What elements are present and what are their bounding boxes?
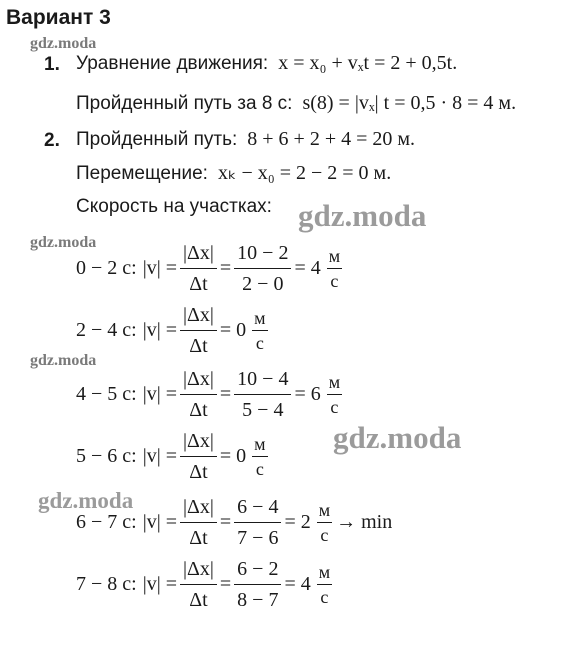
unit-numerator: м: [327, 245, 342, 269]
delta-fraction: [180, 494, 217, 551]
delta-numerator: |Δx|: [180, 556, 217, 585]
unit-denominator: с: [330, 396, 339, 417]
delta-denominator: Δt: [189, 272, 208, 295]
unit-numerator: м: [317, 561, 332, 585]
watermark: gdz.moda: [38, 488, 134, 513]
watermark: gdz.moda: [30, 35, 97, 52]
calc-denominator: 8 − 7: [237, 588, 279, 611]
item1-line2-label: Пройденный путь за 8 с:: [76, 93, 293, 114]
item1-line1: [76, 52, 457, 75]
unit-fraction: [252, 307, 267, 354]
unit-denominator: с: [320, 524, 329, 545]
item2-line2: [76, 160, 391, 185]
velocity-row: [76, 552, 336, 616]
unit-fraction: [317, 499, 332, 546]
calc-denominator: 7 − 6: [237, 526, 279, 549]
calc-fraction: [234, 556, 281, 613]
unit-denominator: с: [320, 586, 329, 607]
calc-denominator: 5 − 4: [242, 398, 284, 421]
item2-line2-label: Перемещение:: [76, 163, 208, 184]
delta-denominator: Δt: [189, 526, 208, 549]
unit-numerator: м: [327, 371, 342, 395]
unit-numerator: м: [252, 433, 267, 457]
unit-fraction: [317, 561, 332, 608]
delta-denominator: Δt: [189, 334, 208, 357]
calc-numerator: 6 − 2: [234, 556, 281, 585]
item2-line1: [76, 128, 415, 151]
speed-symbol: |v| =: [142, 382, 178, 405]
delta-fraction: [180, 428, 217, 485]
delta-fraction: [180, 556, 217, 613]
velocity-row: [76, 424, 272, 488]
unit-denominator: с: [255, 332, 264, 353]
interval-label: 6 − 7 с:: [76, 510, 137, 533]
interval-label: 2 − 4 с:: [76, 318, 137, 341]
delta-fraction: [180, 240, 217, 297]
calc-numerator: 10 − 2: [234, 240, 291, 269]
item1-line1-formula: x = x₀ + vₓt = 2 + 0,5t.: [278, 52, 458, 74]
equals-sign: =: [219, 256, 232, 279]
unit-fraction: [327, 245, 342, 292]
calc-fraction: [234, 366, 291, 423]
unit-fraction: [327, 371, 342, 418]
velocity-row: [76, 362, 346, 426]
equals-sign: =: [219, 382, 232, 405]
min-note: → min: [336, 510, 393, 533]
watermark: gdz.moda: [30, 352, 97, 369]
result-value: = 4: [284, 572, 311, 595]
result-value: = 6: [294, 382, 321, 405]
speed-symbol: |v| =: [142, 256, 178, 279]
unit-fraction: [252, 433, 267, 480]
item-number: 1.: [44, 54, 60, 75]
unit-numerator: м: [252, 307, 267, 331]
item1-line1-label: Уравнение движения:: [76, 53, 269, 74]
delta-fraction: [180, 302, 217, 359]
interval-label: 7 − 8 с:: [76, 572, 137, 595]
item2-line2-formula: xₖ − x₀ = 2 − 2 = 0 м.: [217, 162, 392, 184]
watermark: gdz.moda: [333, 420, 462, 455]
equals-sign: =: [219, 572, 232, 595]
equals-sign: =: [219, 510, 232, 533]
velocity-row: [76, 298, 272, 362]
page-title: Вариант 3: [6, 6, 111, 29]
delta-denominator: Δt: [189, 398, 208, 421]
result-value: = 2: [284, 510, 311, 533]
velocity-row: [76, 236, 346, 300]
item2-line1-label: Пройденный путь:: [76, 129, 238, 150]
velocity-row: [76, 490, 392, 554]
speed-symbol: |v| =: [142, 510, 178, 533]
unit-numerator: м: [317, 499, 332, 523]
result-value: = 0: [219, 318, 247, 341]
item-number: 2.: [44, 130, 60, 151]
calc-denominator: 2 − 0: [242, 272, 284, 295]
calc-numerator: 10 − 4: [234, 366, 291, 395]
speed-symbol: |v| =: [142, 444, 178, 467]
interval-label: 5 − 6 с:: [76, 444, 137, 467]
item2-line1-formula: 8 + 6 + 2 + 4 = 20 м.: [247, 128, 416, 150]
unit-denominator: с: [255, 458, 264, 479]
interval-label: 0 − 2 с:: [76, 256, 137, 279]
delta-denominator: Δt: [189, 588, 208, 611]
item2-line3-label: Скорость на участках:: [76, 196, 272, 217]
speed-symbol: |v| =: [142, 572, 178, 595]
delta-numerator: |Δx|: [180, 240, 217, 269]
unit-denominator: с: [330, 270, 339, 291]
calc-fraction: [234, 240, 291, 297]
calc-numerator: 6 − 4: [234, 494, 281, 523]
delta-denominator: Δt: [189, 460, 208, 483]
speed-symbol: |v| =: [142, 318, 178, 341]
delta-numerator: |Δx|: [180, 302, 217, 331]
calc-fraction: [234, 494, 281, 551]
result-value: = 4: [294, 256, 321, 279]
watermark: gdz.moda: [298, 198, 427, 233]
delta-numerator: |Δx|: [180, 366, 217, 395]
item1-line2-formula: s(8) = |vₓ| t = 0,5 · 8 = 4 м.: [302, 92, 517, 114]
delta-fraction: [180, 366, 217, 423]
result-value: = 0: [219, 444, 247, 467]
watermark: gdz.moda: [30, 234, 97, 251]
delta-numerator: |Δx|: [180, 428, 217, 457]
item1-line2: [76, 92, 516, 115]
delta-numerator: |Δx|: [180, 494, 217, 523]
interval-label: 4 − 5 с:: [76, 382, 137, 405]
